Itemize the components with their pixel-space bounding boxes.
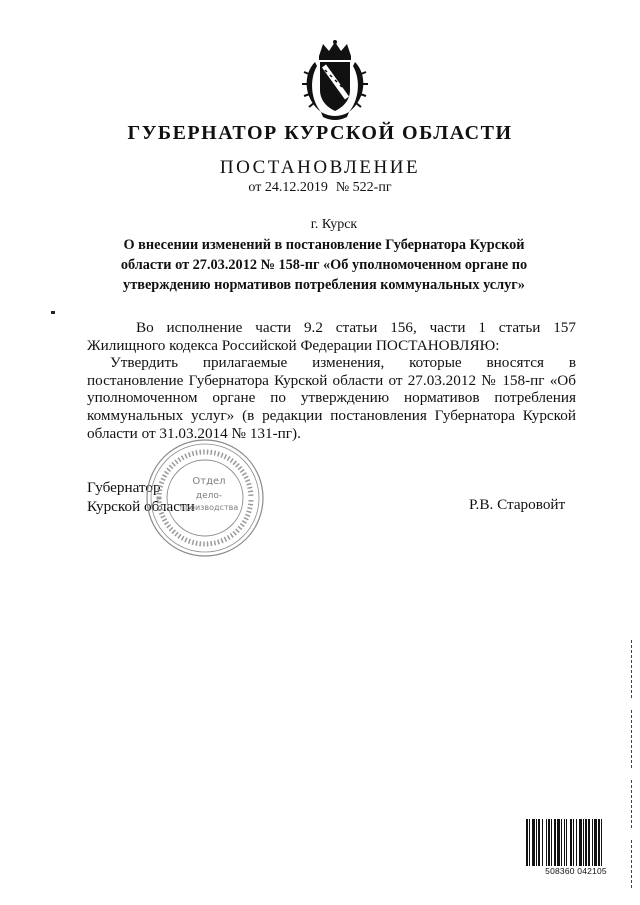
body-line: уполномоченном органе по утверждению нормативов потребления (87, 389, 576, 407)
scan-mark (51, 311, 55, 314)
coat-of-arms-emblem (301, 40, 369, 120)
body-line: Во исполнение части 9.2 статьи 156, части 1 статьи 157 (136, 319, 576, 336)
signatory-name: Р.В. Старовойт (469, 496, 566, 513)
signature-position-line: Курской области (87, 498, 195, 515)
stamp-line: Отдел (192, 476, 226, 487)
document-city: г. Курск (310, 217, 358, 232)
heading-line: утверждению нормативов потребления коммунальных услуг» (123, 277, 525, 293)
document-heading (96, 235, 552, 295)
issuer-title: ГУБЕРНАТОР КУРСКОЙ ОБЛАСТИ (127, 122, 513, 144)
body-line: области от 31.03.2014 № 131-пг). (87, 424, 301, 442)
stamp-line: производства (179, 503, 239, 512)
scan-edge-marks (630, 640, 633, 890)
document-number: № 522-пг (335, 180, 392, 195)
signature-position-line: Губернатор (87, 479, 161, 496)
body-line: Жилищного кодекса Российской Федерации ПОСТАНОВЛЯЮ: (87, 336, 500, 354)
barcode-number: 508360 042105 (525, 866, 627, 876)
document-date: от 24.12.2019 (248, 180, 328, 195)
office-stamp (143, 436, 267, 560)
stamp-line: дело- (195, 491, 223, 501)
body-line: постановление Губернатора Курской области от 27.03.2012 № 158-пг «Об (87, 371, 576, 389)
heading-line: О внесении изменений в постановление Губернатора Курской (123, 237, 525, 253)
document-date-number (0, 180, 640, 196)
body-line: коммунальных услуг» (в редакции постановления Губернатора Курской (87, 406, 576, 424)
body-line: Утвердить прилагаемые изменения, которые вносятся в (110, 354, 576, 372)
document-body (87, 319, 576, 442)
document-type: ПОСТАНОВЛЕНИЕ (219, 157, 421, 178)
heading-line: области от 27.03.2012 № 158-пг «Об уполномоченном органе по (120, 257, 528, 273)
